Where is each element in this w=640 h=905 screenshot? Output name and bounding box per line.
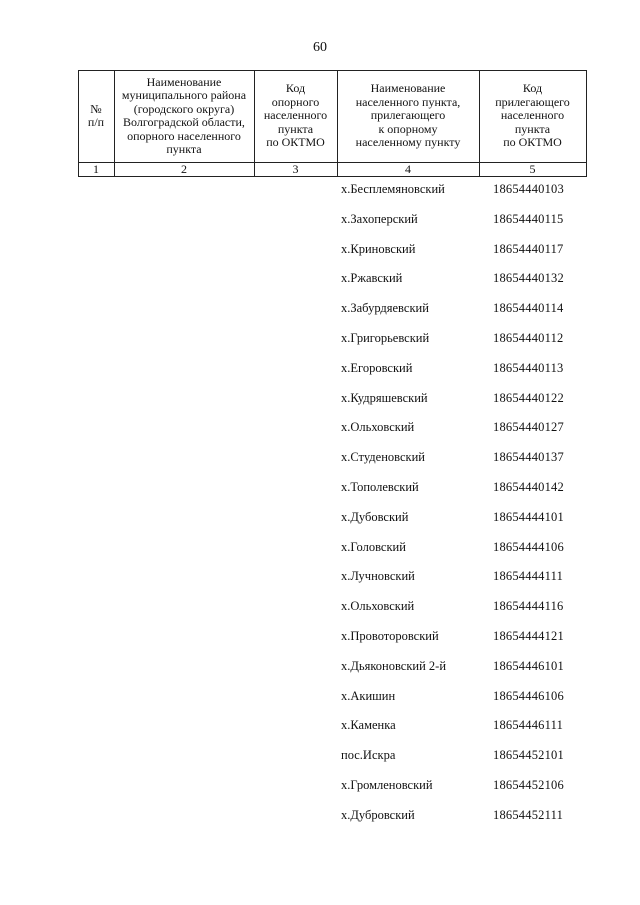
column-number-4: 4: [405, 161, 411, 176]
settlement-name: х.Дьяконовский 2-й: [341, 658, 447, 673]
oktmo-code: 18654444106: [493, 539, 564, 554]
settlement-name: х.Акишин: [341, 688, 396, 703]
settlement-name: х.Тополевский: [341, 480, 419, 494]
header-col-1: № п/п: [87, 101, 105, 129]
column-number-2: 2: [181, 161, 187, 176]
oktmo-code: 18654440137: [493, 450, 564, 465]
settlement-name: х.Захоперский: [341, 211, 418, 226]
settlement-name: х.Григорьевский: [341, 331, 430, 345]
table-row: [0, 748, 640, 768]
settlement-name: х.Каменка: [341, 718, 396, 733]
settlement-name: х.Дубовский: [341, 509, 409, 524]
settlement-name: х.Егоровский: [341, 360, 413, 375]
settlement-name: х.Лучновский: [341, 569, 415, 584]
table-row: [0, 212, 640, 232]
oktmo-code: 18654444121: [493, 629, 564, 643]
oktmo-code: 18654452111: [493, 807, 564, 822]
column-number-3: 3: [292, 161, 299, 176]
settlement-name: х.Головский: [341, 539, 406, 554]
table-row: [0, 569, 640, 589]
header-col-4: Наименование населенного пункта, прилегающего к опорному населенному пункту: [355, 81, 461, 150]
settlement-name: х.Криновский: [341, 241, 416, 256]
table-row: [0, 629, 640, 649]
column-number-5: 5: [529, 161, 536, 176]
oktmo-code: 18654444111: [493, 569, 564, 584]
table-row: [0, 242, 640, 262]
oktmo-code: 18654446106: [493, 688, 564, 703]
table-row: [0, 331, 640, 351]
table-row: [0, 301, 640, 321]
oktmo-code: 18654444116: [493, 599, 564, 614]
settlement-name: х.Ржавский: [341, 271, 403, 286]
table-row: [0, 718, 640, 738]
settlement-name: х.Студеновский: [341, 450, 425, 465]
settlement-name: х.Ольховский: [341, 420, 415, 435]
table-row: [0, 540, 640, 560]
oktmo-code: 18654440112: [493, 331, 564, 345]
header-col-2: Наименование муниципального района (городского округа) Волгоградской области, опорного населенного пункта: [121, 74, 247, 156]
table-row: [0, 510, 640, 530]
header-bottom-rule: [78, 176, 587, 177]
table-row: [0, 599, 640, 619]
table-row: [0, 659, 640, 679]
settlement-name: х.Ольховский: [341, 599, 415, 614]
settlement-name: х.Кудряшевский: [341, 390, 428, 405]
oktmo-code: 18654440115: [493, 211, 564, 226]
oktmo-code: 18654440132: [493, 271, 564, 286]
oktmo-code: 18654452101: [493, 748, 564, 763]
table-row: [0, 361, 640, 381]
oktmo-code: 18654446101: [493, 658, 564, 673]
settlement-name: пос.Искра: [341, 748, 396, 763]
table-row: [0, 450, 640, 470]
oktmo-code: 18654440142: [493, 480, 564, 494]
table-row: [0, 182, 640, 202]
oktmo-code: 18654452106: [493, 778, 564, 792]
settlement-name: х.Громленовский: [341, 778, 433, 792]
oktmo-code: 18654446111: [493, 718, 564, 733]
column-number-1: 1: [93, 161, 99, 176]
table-row: [0, 420, 640, 440]
table-row: [0, 689, 640, 709]
table-row: [0, 271, 640, 291]
oktmo-code: 18654440114: [493, 301, 564, 316]
table-row: [0, 778, 640, 798]
oktmo-code: 18654440103: [493, 182, 564, 196]
settlement-name: х.Бесплемяновский: [341, 182, 445, 196]
oktmo-code: 18654440122: [493, 390, 564, 405]
oktmo-code: 18654440127: [493, 420, 564, 435]
table-row: [0, 480, 640, 500]
oktmo-code: 18654440117: [493, 241, 564, 256]
table-row: [0, 808, 640, 828]
col-rule-5: [586, 70, 587, 176]
page-number: 60: [313, 40, 327, 55]
header-col-3: Код опорного населенного пункта по ОКТМО: [263, 81, 328, 150]
settlement-name: х.Дубровский: [341, 807, 415, 822]
settlement-name: х.Забурдяевский: [341, 301, 429, 316]
settlement-name: х.Провоторовский: [341, 629, 439, 643]
table-row: [0, 391, 640, 411]
oktmo-code: 18654440113: [493, 360, 564, 375]
header-col-5: Код прилегающего населенного пункта по ОКТМО: [495, 81, 570, 150]
oktmo-code: 18654444101: [493, 509, 564, 524]
